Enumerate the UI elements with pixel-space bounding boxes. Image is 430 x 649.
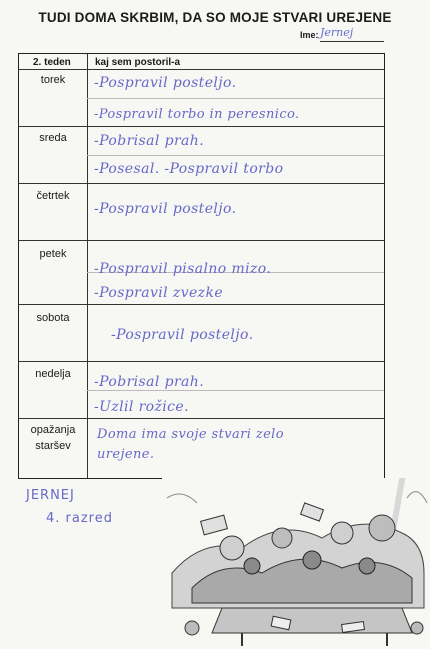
- name-label: Ime:: [300, 30, 319, 40]
- parents-label: opažanja: [30, 424, 76, 436]
- day-label: petek: [39, 248, 67, 260]
- entry-text: -Pospravil zvezke: [94, 285, 224, 301]
- entry-text: -Pospravil torbo in peresnico.: [94, 107, 300, 122]
- row-divider: [19, 304, 384, 305]
- entry-text: -Pobrisal prah.: [94, 133, 205, 149]
- page-title: TUDI DOMA SKRBIM, DA SO MOJE STVARI UREJENE: [38, 10, 392, 25]
- student-name: JERNEJ: [26, 488, 75, 503]
- entry-text: -Posesal. -Pospravil torbo: [94, 161, 284, 177]
- entry-text: -Pospravil posteljo.: [111, 327, 254, 343]
- row-divider: [19, 418, 384, 419]
- ruled-line: [87, 98, 384, 99]
- row-divider: [19, 240, 384, 241]
- entry-text: -Pospravil posteljo.: [94, 201, 237, 217]
- activity-header: kaj sem postoril-a: [95, 57, 181, 68]
- student-class: 4. razred: [46, 511, 113, 526]
- parents-note: urejene.: [97, 447, 155, 462]
- day-label: nedelja: [35, 368, 71, 380]
- column-divider: [87, 54, 88, 478]
- week-header: 2. teden: [33, 57, 71, 68]
- day-label: sreda: [39, 132, 67, 144]
- chores-table: [18, 53, 385, 479]
- entry-text: -Pobrisal prah.: [94, 374, 205, 390]
- ruled-line: [87, 155, 384, 156]
- entry-text: -Pospravil pisalno mizo.: [94, 261, 272, 277]
- day-label: torek: [40, 74, 66, 86]
- row-divider: [19, 69, 384, 70]
- entry-text: -Uzlil rožice.: [94, 399, 189, 415]
- entry-text: -Pospravil posteljo.: [94, 75, 237, 91]
- day-label: četrtek: [36, 190, 70, 202]
- row-divider: [19, 126, 384, 127]
- ruled-line: [87, 390, 384, 391]
- row-divider: [19, 361, 384, 362]
- messy-room-illustration: [162, 478, 430, 649]
- parents-note: Doma ima svoje stvari zelo: [97, 427, 284, 442]
- day-label: sobota: [36, 312, 70, 324]
- name-field: Jernej: [320, 26, 384, 42]
- parents-label: staršev: [35, 440, 71, 452]
- row-divider: [19, 183, 384, 184]
